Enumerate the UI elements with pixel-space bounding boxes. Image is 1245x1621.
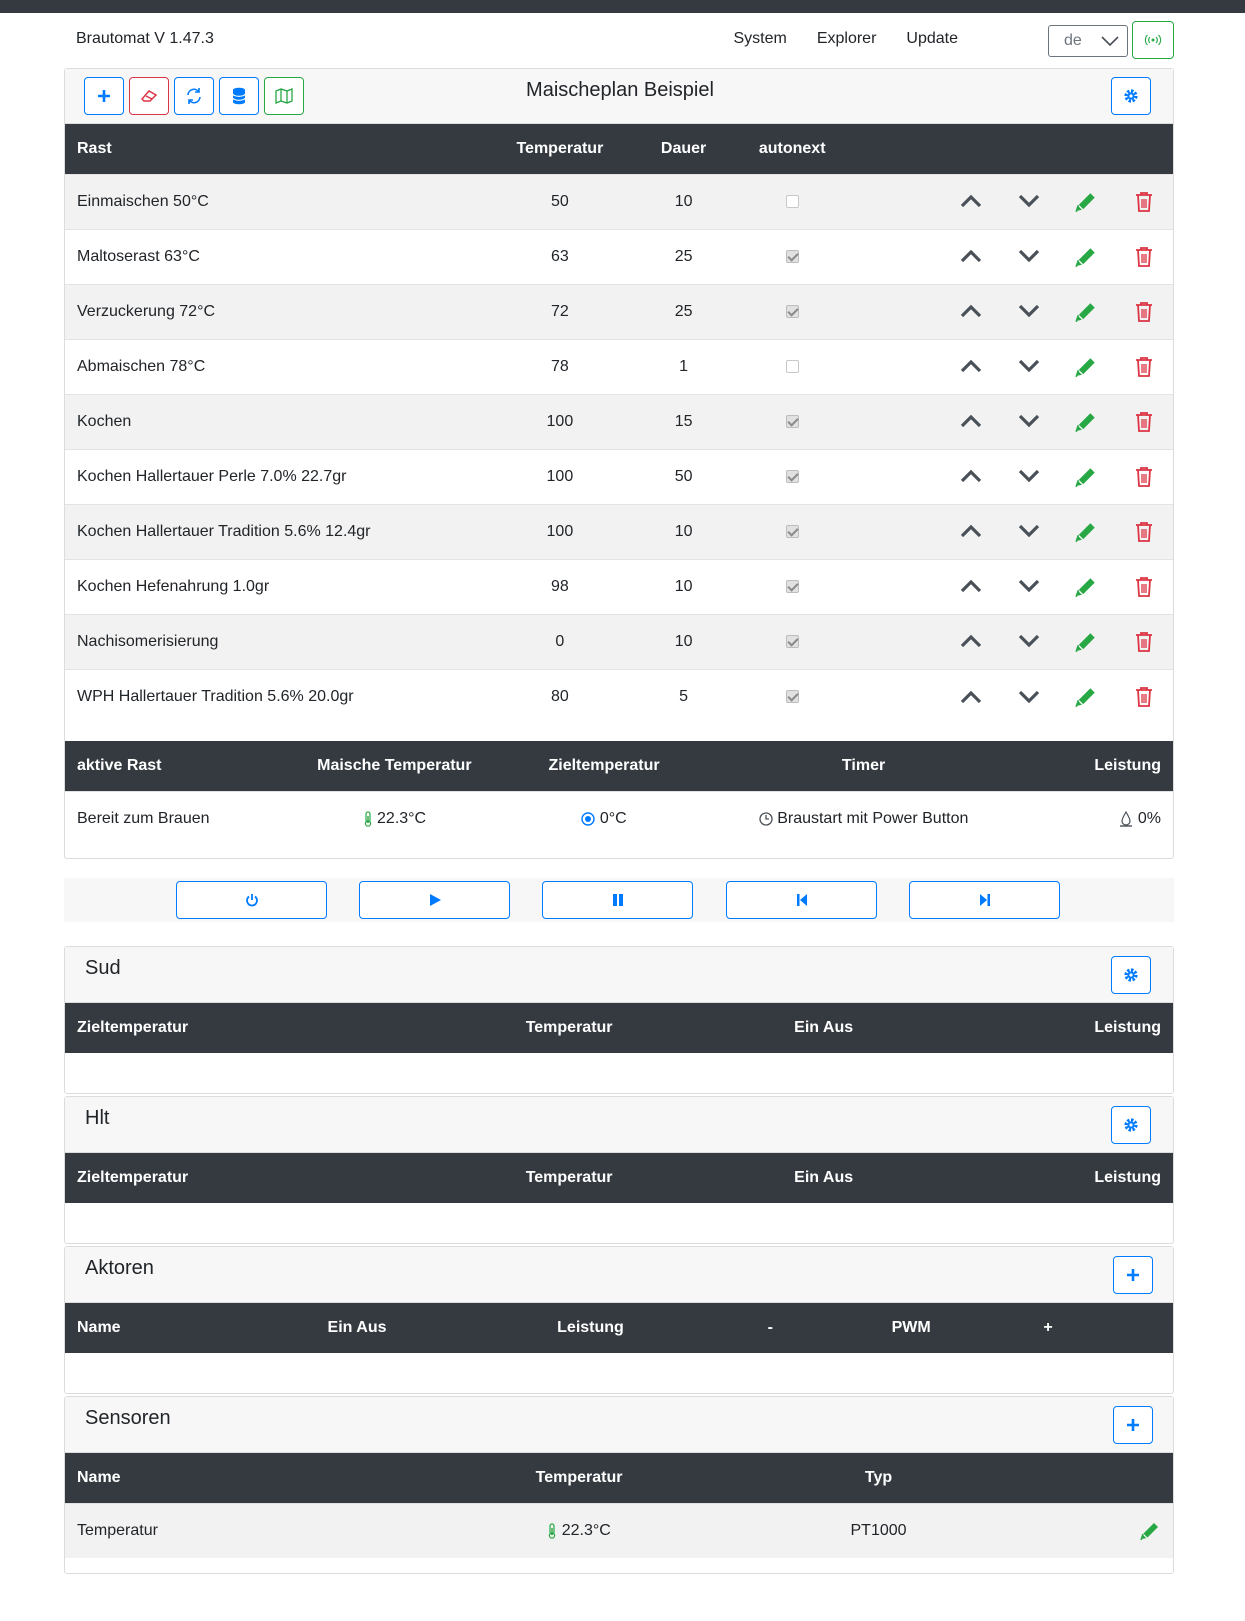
sensor-temp-cell (444, 1503, 714, 1558)
top-bar (0, 0, 1245, 13)
hlt-col-leistung: Leistung (953, 1153, 1173, 1203)
edit-step-button[interactable] (1057, 174, 1115, 229)
move-down-button[interactable] (1000, 504, 1058, 559)
nav-link-update[interactable]: Update (906, 30, 958, 47)
chevron-up-icon (960, 469, 982, 483)
delete-step-button[interactable] (1115, 229, 1173, 284)
col-autonext: autonext (745, 124, 838, 174)
col-timer: Timer (714, 741, 1013, 791)
edit-step-button[interactable] (1057, 669, 1115, 724)
move-down-button[interactable] (1000, 229, 1058, 284)
previous-step-button[interactable] (726, 881, 877, 919)
step-name: Abmaischen 78°C (65, 339, 498, 394)
step-autonext-cell (745, 394, 838, 449)
step-name: Kochen (65, 394, 498, 449)
target-temp-cell (494, 791, 714, 846)
mashplan-title: Maischeplan Beispiel (526, 79, 714, 101)
pencil-icon (1074, 465, 1098, 489)
col-maische-temperatur: Maische Temperatur (294, 741, 494, 791)
app-brand[interactable]: Brautomat V 1.47.3 (76, 30, 214, 47)
sud-card (64, 946, 1174, 1094)
chevron-down-icon (1018, 524, 1040, 538)
step-temperature: 80 (498, 669, 622, 724)
chevron-down-icon (1018, 634, 1040, 648)
add-aktor-button[interactable] (1113, 1256, 1153, 1294)
col-zieltemperatur: Zieltemperatur (494, 741, 714, 791)
step-spacer (839, 394, 942, 449)
mash-step-row (65, 449, 1173, 504)
nav-link-explorer[interactable]: Explorer (816, 30, 877, 47)
mashplan-table (65, 124, 1173, 724)
autonext-checkbox[interactable] (786, 305, 799, 318)
step-duration: 10 (622, 174, 746, 229)
step-name: Maltoserast 63°C (65, 229, 498, 284)
autonext-checkbox[interactable] (786, 360, 799, 373)
edit-step-button[interactable] (1057, 559, 1115, 614)
edit-step-button[interactable] (1057, 449, 1115, 504)
delete-step-button[interactable] (1115, 339, 1173, 394)
move-up-button[interactable] (942, 339, 1000, 394)
thermometer-icon (363, 811, 373, 827)
aktoren-card (64, 1246, 1174, 1394)
step-temperature: 72 (498, 284, 622, 339)
skip-forward-icon (979, 893, 991, 907)
delete-step-button[interactable] (1115, 669, 1173, 724)
hlt-col-temperatur: Temperatur (444, 1153, 694, 1203)
chevron-down-icon (1101, 35, 1119, 47)
clock-icon (759, 812, 773, 826)
step-autonext-cell (745, 559, 838, 614)
target-temp-value: 0°C (599, 809, 627, 827)
chevron-up-icon (960, 194, 982, 208)
col-edit (1057, 124, 1115, 174)
sensor-row (65, 1503, 1173, 1558)
chevron-up-icon (960, 304, 982, 318)
sensor-temp-value: 22.3°C (561, 1521, 611, 1539)
hlt-card (64, 1096, 1174, 1244)
autonext-checkbox[interactable] (786, 195, 799, 208)
step-name: WPH Hallertauer Tradition 5.6% 20.0gr (65, 669, 498, 724)
move-down-button[interactable] (1000, 614, 1058, 669)
hlt-empty-body (65, 1203, 1173, 1243)
gear-icon (1123, 967, 1139, 983)
sensoren-header (65, 1397, 1173, 1453)
trash-icon (1135, 301, 1153, 323)
timer-cell (714, 791, 1013, 846)
step-temperature: 78 (498, 339, 622, 394)
aktoren-col-leistung: Leistung (425, 1303, 755, 1353)
status-table (65, 741, 1173, 846)
aktoren-header (65, 1247, 1173, 1303)
trash-icon (1135, 631, 1153, 653)
delete-step-button[interactable] (1115, 174, 1173, 229)
aktoren-col-minus: - (756, 1303, 785, 1353)
target-icon (581, 812, 595, 826)
sud-col-zieltemperatur: Zieltemperatur (65, 1003, 444, 1053)
trash-icon (1135, 356, 1153, 378)
pencil-icon (1074, 685, 1098, 709)
navbar (64, 13, 1174, 68)
sensoren-title: Sensoren (85, 1407, 171, 1429)
sud-header (65, 947, 1173, 1003)
pencil-icon (1074, 190, 1098, 214)
sensoren-col-typ: Typ (714, 1453, 1043, 1503)
autonext-checkbox[interactable] (786, 525, 799, 538)
aktoren-col-plus: + (1037, 1303, 1173, 1353)
mash-step-row (65, 284, 1173, 339)
websocket-status-button[interactable] (1132, 21, 1174, 59)
broadcast-icon (1144, 34, 1162, 46)
step-temperature: 100 (498, 394, 622, 449)
trash-icon (1135, 246, 1153, 268)
move-down-button[interactable] (1000, 669, 1058, 724)
autonext-checkbox[interactable] (786, 415, 799, 428)
delete-step-button[interactable] (1115, 559, 1173, 614)
step-duration: 5 (622, 669, 746, 724)
next-step-button[interactable] (909, 881, 1060, 919)
hlt-col-einaus: Ein Aus (694, 1153, 953, 1203)
move-up-button[interactable] (942, 449, 1000, 504)
trash-icon (1135, 521, 1153, 543)
step-duration: 25 (622, 284, 746, 339)
chevron-down-icon (1018, 359, 1040, 373)
step-spacer (839, 614, 942, 669)
hlt-header (65, 1097, 1173, 1153)
chevron-up-icon (960, 249, 982, 263)
hlt-col-zieltemperatur: Zieltemperatur (65, 1153, 444, 1203)
add-sensor-button[interactable] (1113, 1406, 1153, 1444)
move-down-button[interactable] (1000, 174, 1058, 229)
pause-icon (611, 893, 625, 907)
pencil-icon[interactable] (1139, 1520, 1161, 1542)
step-autonext-cell (745, 229, 838, 284)
gear-icon (1123, 1117, 1139, 1133)
step-autonext-cell (745, 614, 838, 669)
nav-links (733, 30, 958, 48)
language-select[interactable] (1048, 25, 1128, 57)
step-temperature: 98 (498, 559, 622, 614)
step-temperature: 100 (498, 504, 622, 559)
nav-link-system[interactable]: System (733, 30, 787, 47)
power-icon (245, 893, 259, 907)
step-autonext-cell (745, 504, 838, 559)
sud-col-temperatur: Temperatur (444, 1003, 694, 1053)
move-down-button[interactable] (1000, 394, 1058, 449)
pencil-icon (1074, 575, 1098, 599)
autonext-checkbox[interactable] (786, 250, 799, 263)
mash-step-row (65, 394, 1173, 449)
step-autonext-cell (745, 449, 838, 504)
status-card (64, 741, 1174, 859)
hlt-title: Hlt (85, 1107, 110, 1129)
active-step-value: Bereit zum Brauen (65, 791, 294, 846)
sensoren-col-edit (1043, 1453, 1173, 1503)
move-up-button[interactable] (942, 669, 1000, 724)
mash-step-row (65, 504, 1173, 559)
chevron-up-icon (960, 579, 982, 593)
step-spacer (839, 174, 942, 229)
col-aktive-rast: aktive Rast (65, 741, 294, 791)
play-icon (428, 893, 442, 907)
power-gauge-icon (1119, 811, 1133, 827)
plus-icon (1126, 1268, 1140, 1282)
sud-empty-body (65, 1053, 1173, 1093)
sensor-type: PT1000 (714, 1503, 1043, 1558)
step-temperature: 0 (498, 614, 622, 669)
move-down-button[interactable] (1000, 449, 1058, 504)
autonext-checkbox[interactable] (786, 580, 799, 593)
gear-icon (1123, 88, 1139, 104)
col-up (942, 124, 1000, 174)
pencil-icon (1074, 245, 1098, 269)
delete-step-button[interactable] (1115, 449, 1173, 504)
thermometer-icon (547, 1523, 557, 1539)
autonext-checkbox[interactable] (786, 690, 799, 703)
sud-table (65, 1003, 1173, 1053)
chevron-down-icon (1018, 414, 1040, 428)
sud-col-leistung: Leistung (953, 1003, 1173, 1053)
step-spacer (839, 229, 942, 284)
step-spacer (839, 284, 942, 339)
step-autonext-cell (745, 284, 838, 339)
col-delete (1115, 124, 1173, 174)
step-duration: 50 (622, 449, 746, 504)
mashplan-header (65, 69, 1173, 124)
step-duration: 25 (622, 229, 746, 284)
trash-icon (1135, 191, 1153, 213)
chevron-down-icon (1018, 304, 1040, 318)
step-duration: 10 (622, 504, 746, 559)
step-duration: 1 (622, 339, 746, 394)
move-up-button[interactable] (942, 174, 1000, 229)
step-spacer (839, 504, 942, 559)
trash-icon (1135, 411, 1153, 433)
move-up-button[interactable] (942, 504, 1000, 559)
delete-step-button[interactable] (1115, 284, 1173, 339)
aktoren-col-pwm: PWM (785, 1303, 1037, 1353)
hlt-table (65, 1153, 1173, 1203)
step-spacer (839, 449, 942, 504)
mashplan-settings-button[interactable] (1111, 77, 1151, 115)
aktoren-empty-body (65, 1353, 1173, 1393)
sud-settings-button[interactable] (1111, 956, 1151, 994)
step-temperature: 50 (498, 174, 622, 229)
step-duration: 10 (622, 559, 746, 614)
step-name: Kochen Hefenahrung 1.0gr (65, 559, 498, 614)
delete-step-button[interactable] (1115, 394, 1173, 449)
pencil-icon (1074, 355, 1098, 379)
step-autonext-cell (745, 174, 838, 229)
pause-button[interactable] (542, 881, 693, 919)
step-autonext-cell (745, 339, 838, 394)
mash-temp-value: 22.3°C (377, 809, 427, 827)
sensor-name: Temperatur (65, 1503, 444, 1558)
chevron-up-icon (960, 414, 982, 428)
move-up-button[interactable] (942, 614, 1000, 669)
step-name: Verzuckerung 72°C (65, 284, 498, 339)
plus-icon (1126, 1418, 1140, 1432)
chevron-up-icon (960, 690, 982, 704)
chevron-down-icon (1018, 194, 1040, 208)
step-name: Nachisomerisierung (65, 614, 498, 669)
mash-step-row (65, 339, 1173, 394)
step-duration: 15 (622, 394, 746, 449)
status-row (65, 791, 1173, 846)
chevron-up-icon (960, 524, 982, 538)
edit-step-button[interactable] (1057, 284, 1115, 339)
timer-value: Braustart mit Power Button (777, 809, 969, 827)
power-cell (1013, 791, 1173, 846)
play-button[interactable] (359, 881, 510, 919)
step-name: Kochen Hallertauer Tradition 5.6% 12.4gr (65, 504, 498, 559)
step-spacer (839, 339, 942, 394)
step-temperature: 100 (498, 449, 622, 504)
mash-step-row (65, 174, 1173, 229)
col-spacer (839, 124, 942, 174)
chevron-up-icon (960, 634, 982, 648)
mash-step-row (65, 229, 1173, 284)
autonext-checkbox[interactable] (786, 470, 799, 483)
step-spacer (839, 669, 942, 724)
mash-step-row (65, 614, 1173, 669)
move-down-button[interactable] (1000, 559, 1058, 614)
mashplan-rows (65, 174, 1173, 724)
pencil-icon (1074, 410, 1098, 434)
mash-step-row (65, 669, 1173, 724)
hlt-settings-button[interactable] (1111, 1106, 1151, 1144)
col-dauer: Dauer (622, 124, 746, 174)
move-up-button[interactable] (942, 559, 1000, 614)
step-temperature: 63 (498, 229, 622, 284)
col-leistung: Leistung (1013, 741, 1173, 791)
step-duration: 10 (622, 614, 746, 669)
move-up-button[interactable] (942, 394, 1000, 449)
pencil-icon (1074, 630, 1098, 654)
sensoren-table (65, 1453, 1173, 1558)
move-down-button[interactable] (1000, 339, 1058, 394)
move-down-button[interactable] (1000, 284, 1058, 339)
edit-step-button[interactable] (1057, 229, 1115, 284)
step-name: Kochen Hallertauer Perle 7.0% 22.7gr (65, 449, 498, 504)
aktoren-col-name: Name (65, 1303, 289, 1353)
aktoren-table (65, 1303, 1173, 1353)
sensoren-col-temperatur: Temperatur (444, 1453, 714, 1503)
delete-step-button[interactable] (1115, 504, 1173, 559)
brew-controls (64, 878, 1174, 922)
trash-icon (1135, 466, 1153, 488)
sensoren-card (64, 1396, 1174, 1574)
chevron-down-icon (1018, 579, 1040, 593)
step-autonext-cell (745, 669, 838, 724)
language-value: de (1064, 32, 1082, 49)
edit-step-button[interactable] (1057, 339, 1115, 394)
col-rast: Rast (65, 124, 498, 174)
edit-step-button[interactable] (1057, 614, 1115, 669)
delete-step-button[interactable] (1115, 614, 1173, 669)
edit-step-button[interactable] (1057, 394, 1115, 449)
trash-icon (1135, 576, 1153, 598)
edit-step-button[interactable] (1057, 504, 1115, 559)
pencil-icon (1074, 520, 1098, 544)
sensor-edit-cell (1043, 1503, 1173, 1558)
step-spacer (839, 559, 942, 614)
mash-step-row (65, 559, 1173, 614)
sud-title: Sud (85, 957, 121, 979)
pencil-icon (1074, 300, 1098, 324)
mash-temp-cell (294, 791, 494, 846)
move-up-button[interactable] (942, 284, 1000, 339)
sud-col-einaus: Ein Aus (694, 1003, 953, 1053)
aktoren-title: Aktoren (85, 1257, 154, 1279)
power-value: 0% (1137, 809, 1161, 827)
col-temperatur: Temperatur (498, 124, 622, 174)
move-up-button[interactable] (942, 229, 1000, 284)
skip-back-icon (796, 893, 808, 907)
autonext-checkbox[interactable] (786, 635, 799, 648)
chevron-down-icon (1018, 249, 1040, 263)
step-name: Einmaischen 50°C (65, 174, 498, 229)
aktoren-col-einaus: Ein Aus (289, 1303, 426, 1353)
trash-icon (1135, 686, 1153, 708)
col-down (1000, 124, 1058, 174)
chevron-down-icon (1018, 690, 1040, 704)
chevron-down-icon (1018, 469, 1040, 483)
chevron-up-icon (960, 359, 982, 373)
power-button[interactable] (176, 881, 327, 919)
sensoren-col-name: Name (65, 1453, 444, 1503)
